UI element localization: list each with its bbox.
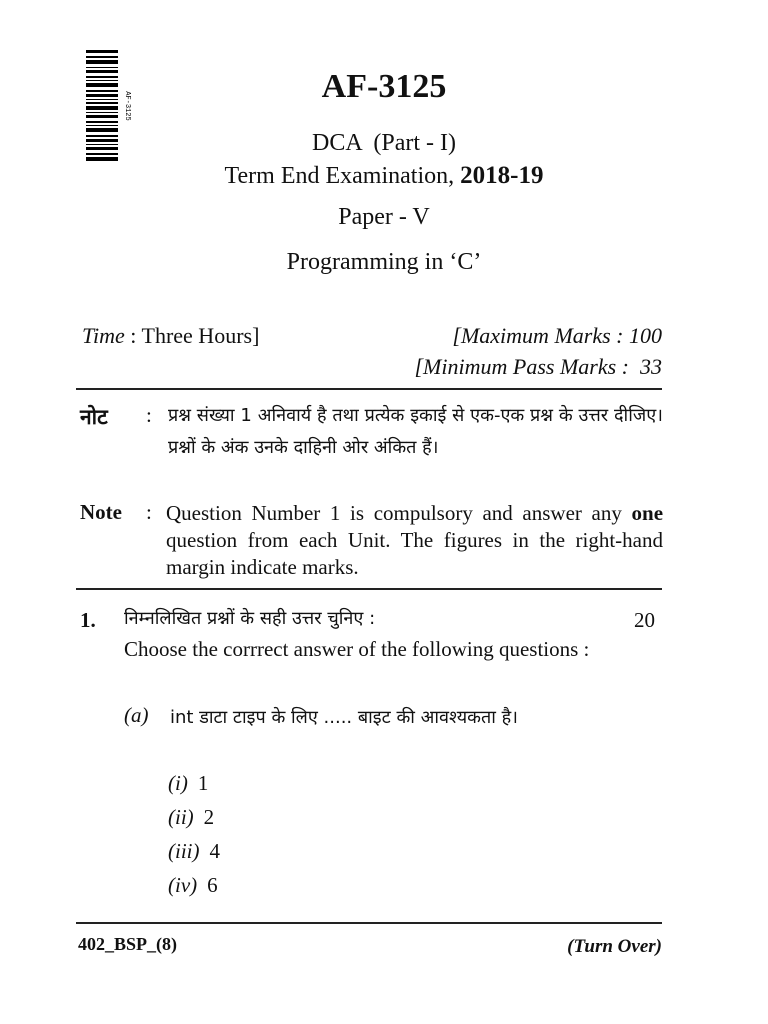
sub-question-label: [124, 703, 149, 728]
question-hindi: निम्नलिखित प्रश्नों के सही उत्तर चुनिए :: [124, 608, 376, 629]
question-marks: 20: [634, 608, 655, 632]
paper-code: AF-3125: [321, 68, 447, 105]
option-label: (i): [168, 771, 188, 795]
paper-number: Paper - V: [338, 204, 430, 230]
option-value: 1: [197, 771, 209, 795]
note-text-before: Question Number 1 is compulsory and answer any: [166, 501, 622, 525]
subject-title: Programming in ‘C’: [286, 249, 482, 275]
note-emphasis: one: [631, 501, 664, 525]
footer-code: 402_BSP_(8): [78, 934, 177, 954]
turn-over-label: (Turn Over): [567, 936, 662, 957]
maximum-marks: [Maximum Marks : 100: [452, 323, 662, 348]
time-line: [82, 323, 259, 349]
time-value: : Three Hours]: [130, 323, 260, 348]
option-item: [168, 805, 214, 830]
option-label: (iv): [168, 873, 198, 897]
note-text-after: question from each Unit. The figures in the right-hand margin indicate marks.: [166, 528, 663, 579]
divider-top: [76, 388, 662, 390]
note-english-text: [166, 500, 663, 581]
note-english-colon: :: [146, 500, 152, 524]
option-value: 4: [209, 839, 220, 863]
option-item: [168, 873, 218, 898]
course-title: DCA (Part - I): [312, 130, 456, 156]
option-value: 2: [203, 805, 215, 829]
question-english: Choose the corrrect answer of the following questions :: [124, 637, 590, 661]
note-hindi-colon: :: [146, 403, 152, 427]
option-item: [168, 771, 208, 796]
divider-bottom: [76, 922, 662, 924]
note-hindi-label: नोट: [80, 405, 108, 429]
question-number: 1.: [80, 608, 96, 632]
exam-line: [0, 162, 768, 190]
option-label: (ii): [168, 805, 194, 829]
time-label: Time: [82, 323, 125, 348]
exam-name: Term End Examination,: [224, 163, 455, 189]
exam-year: 2018-19: [460, 162, 544, 189]
note-hindi-text: प्रश्न संख्या 1 अनिवार्य है तथा प्रत्येक इकाई से एक-एक प्रश्न के उत्तर दीजिए। प्रश्नों के अंक उनके दाहिनी ओर अंकित हैं।: [168, 405, 663, 458]
divider-middle: [76, 588, 662, 590]
minimum-pass-marks: [Minimum Pass Marks : 33: [414, 354, 662, 379]
option-item: [168, 839, 220, 864]
note-english-label: Note: [80, 500, 122, 524]
option-label: (iii): [168, 839, 200, 863]
option-value: 6: [207, 873, 218, 897]
barcode-label: AF-3125: [123, 91, 131, 121]
sub-question-label-text: (a): [124, 703, 149, 727]
sub-question-text: int डाटा टाइप के लिए ..... बाइट की आवश्यकता है।: [170, 707, 518, 728]
